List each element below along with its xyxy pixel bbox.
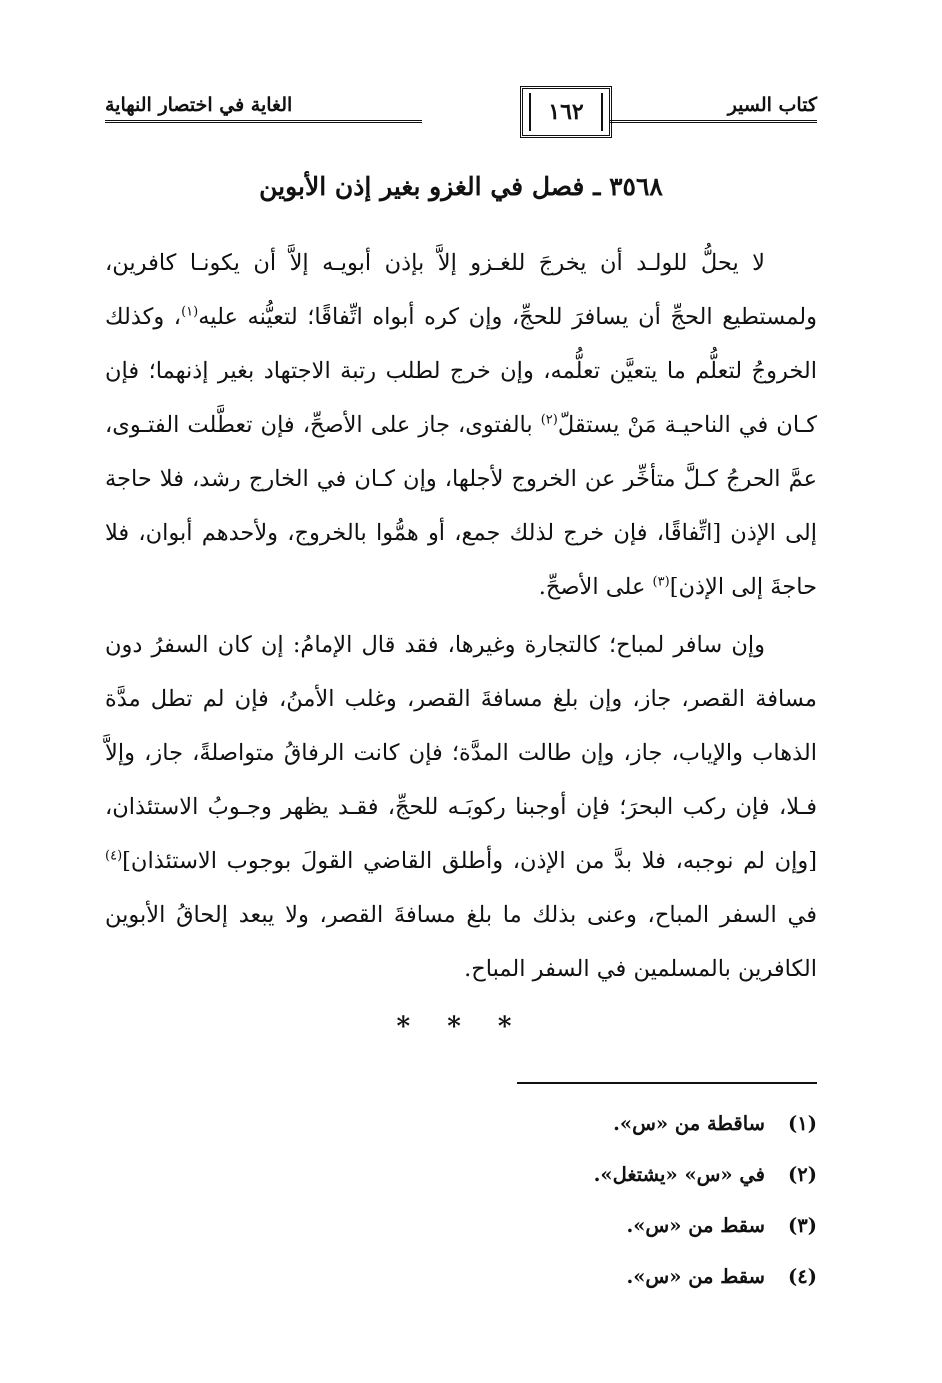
footnote-item [105,1149,817,1200]
footnote-number: (٤) [788,1265,817,1288]
footnote-number: (٢) [788,1163,817,1186]
paragraph-1 [105,236,817,614]
footnote-ref-1: (١) [181,304,199,320]
page-header [105,88,817,128]
footnote-ref-3: (٣) [652,574,670,590]
paragraph-1-part-c: بالفتوى، جاز على الأصحِّ، فإن تعطَّلت الفتـوى، عمَّ الحرجُ كـلَّ متأخِّر عن الخروج لأجلها، وإن كـان في الخارج رشد، فلا حاجة إلى الإذن [اتِّفاقًا، فإن خرج لذلك جمع، أو همُّوا بالخروج، ولأحدهم أبوان، فلا حاجةَ إلى الإذن] [105,412,817,600]
footnote-ref-2: (٢) [540,412,558,428]
section-separator: * * * [396,1012,526,1042]
header-rule-left [105,120,422,123]
footnote-text: في «س» «يشتغل». [593,1163,765,1186]
book-running-title: الغاية في اختصار النهاية [105,94,293,116]
section-title: ٣٥٦٨ ـ فصل في الغزو بغير إذن الأبوين [259,172,663,201]
footnote-number: (١) [788,1112,817,1135]
footnote-text: سقط من «س». [626,1214,765,1237]
footnote-rule [517,1082,817,1084]
page-number-box [520,86,612,138]
paragraph-2-part-b: في السفر المباح، وعنى بذلك ما بلغ مسافةَ القصر، ولا يبعد إلحاقُ الأبوين الكافرين بالمسلمين في السفر المباح. [105,902,817,982]
paragraph-2 [105,618,817,996]
footnote-ref-4: (٤) [105,848,123,864]
paragraph-1-part-a: لا يحلُّ للولـد أن يخرجَ للغـزو إلاَّ بإذن أبويـه إلاَّ أن يكونـا كافرين، ولمستطيع الحجِّ أن يسافرَ للحجِّ، وإن كره أبواه اتِّفاقًا؛ لتعيُّنه عليه [105,250,817,330]
footnote-item [105,1200,817,1251]
footnote-item [105,1098,817,1149]
footnote-text: سقط من «س». [626,1265,765,1288]
footnotes [105,1098,817,1302]
chapter-running-title: كتاب السير [727,94,817,116]
footnote-text: ساقطة من «س». [613,1112,765,1135]
header-rule-right [610,120,817,123]
paragraph-1-part-b: ، وكذلك الخروجُ لتعلُّم ما يتعيَّن تعلُّمه، وإن خرج لطلب رتبة الاجتهاد بغير إذنهما؛ فإن كـان في الناحيـة مَنْ يستقلّ [105,304,817,438]
paragraph-2-part-a: وإن سافر لمباح؛ كالتجارة وغيرها، فقد قال الإمامُ: إن كان السفرُ دون مسافة القصر، جاز، وإن بلغ مسافةَ القصر، وغلب الأمنُ، فإن لم تطل مدَّة الذهاب والإياب، جاز، وإن طالت المدَّة؛ فإن كانت الرفاقُ متواصلةً، جاز، وإلاَّ فـلا، فإن ركب البحرَ؛ فإن أوجبنا ركوبَـه للحجِّ، فقـد يظهر وجـوبُ الاستئذان، [وإن لم نوجبه، فلا بدَّ من الإذن، وأطلق القاضي القولَ بوجوب الاستئذان] [105,632,817,874]
footnote-number: (٣) [788,1214,817,1237]
paragraph-1-part-d: على الأصحِّ. [538,574,653,600]
page-number: ١٦٢ [548,99,584,125]
footnote-item [105,1251,817,1302]
